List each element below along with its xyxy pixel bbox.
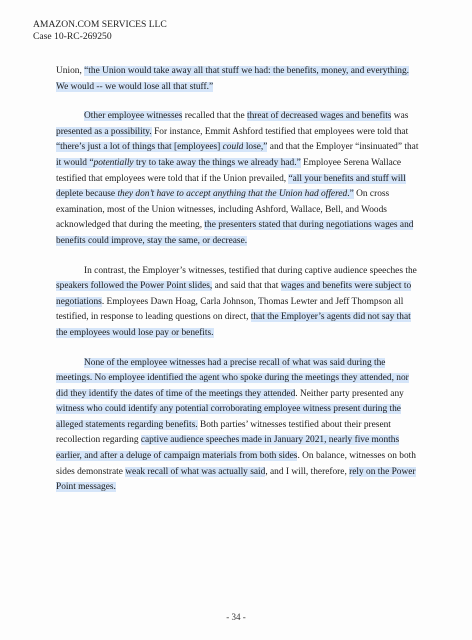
highlighted-text: “all your benefits and stuff will (288, 173, 406, 184)
document-header (33, 19, 167, 43)
text-line (56, 449, 428, 465)
text-line (56, 310, 428, 326)
text-line (56, 64, 428, 80)
highlighted-text: We would -- we would lose all that stuff.” (56, 81, 214, 92)
paragraph-gap (56, 342, 428, 356)
case-number: Case 10-RC-269250 (33, 31, 112, 42)
highlighted-text: “the Union would take away all that stuff we had: the benefits, money, and everything. (84, 66, 410, 76)
company-name: AMAZON.COM SERVICES LLC (33, 19, 167, 30)
highlighted-text: the presenters stated that during negotiations wages and (204, 220, 414, 231)
text-line (56, 109, 428, 125)
text-run: . Neither party presented any (295, 388, 404, 399)
text-line (56, 433, 428, 449)
highlighted-text: witness who could identify any potential corroborating employee witness present during the (56, 404, 401, 415)
highlighted-text: None of the employee witnesses had a precise recall of what was said during the (84, 357, 386, 368)
highlighted-text: rely on the Power (349, 466, 416, 477)
text-run: testified, in response to leading questions on direct, (56, 312, 251, 323)
text-line (56, 371, 428, 387)
text-run: examination, most of the Union witnesses, including Ashford, Wallace, Bell, and Woods (56, 204, 387, 215)
text-line (56, 387, 428, 403)
text-run: Both parties’ witnesses testified about their present (197, 419, 391, 430)
text-run: Union, (56, 66, 85, 76)
text-run: In contrast, the Employer’s witnesses, testified that during captive audience speeches the (84, 265, 417, 276)
highlighted-text: speakers followed the Power Point slides, (56, 281, 213, 292)
highlighted-text: Point messages. (56, 482, 116, 493)
highlighted-text: alleged statements regarding benefits. (56, 419, 198, 430)
highlighted-text: “there’s just a lot of things that [employees] (56, 142, 223, 153)
highlighted-text: deplete because (56, 189, 118, 200)
highlighted-text: meetings. No employee identified the agent who spoke during the meetings they attended, nor (56, 373, 409, 384)
text-run: recollection regarding (56, 435, 141, 446)
highlighted-text: negotiations (56, 296, 102, 307)
text-run: For instance, Emmit Ashford testified that employees were told that (151, 126, 409, 137)
text-line (56, 203, 428, 219)
highlighted-text: it would “ (56, 157, 94, 168)
paragraph (56, 356, 428, 496)
text-run: . On balance, witnesses on both (297, 451, 416, 462)
highlighted-text: potentially (93, 157, 134, 168)
highlighted-text: that the Employer’s agents did not say that (250, 312, 411, 323)
text-line (56, 295, 428, 311)
highlighted-text: the employees would lose pay or benefits. (56, 327, 214, 338)
text-line (56, 187, 428, 203)
text-line (56, 172, 428, 188)
text-line (56, 80, 428, 96)
text-run: and that the Employer “insinuated” that (267, 142, 419, 153)
highlighted-text: weak recall of what was actually said (125, 466, 266, 477)
text-line (56, 156, 428, 172)
highlighted-text: Other employee witnesses (84, 111, 183, 122)
text-run: sides demonstrate (56, 466, 126, 477)
text-line (56, 234, 428, 250)
paragraph-gap (56, 250, 428, 264)
highlighted-text: did they identify the dates of time of the meetings they attended (56, 388, 296, 399)
highlighted-text: captive audience speeches made in January 2021, nearly five months (140, 435, 400, 446)
text-line (56, 326, 428, 342)
highlighted-text: benefits could improve, stay the same, or decrease. (56, 235, 248, 246)
paragraph (56, 64, 428, 95)
text-run: Employee Serena Wallace (300, 157, 402, 168)
paragraph-gap (56, 95, 428, 109)
text-line (56, 279, 428, 295)
text-line (56, 264, 428, 280)
text-line (56, 356, 428, 372)
text-run: was (391, 111, 409, 122)
text-line (56, 465, 428, 481)
text-line (56, 402, 428, 418)
paragraph (56, 264, 428, 342)
paragraph (56, 109, 428, 249)
text-run: and said that that (212, 281, 281, 292)
highlighted-text: they don’t have to accept anything that the Union had offered (117, 189, 348, 200)
text-line (56, 218, 428, 234)
highlighted-text: try to take away the things we already had.” (133, 157, 301, 168)
text-run: recalled that the (182, 111, 247, 122)
text-run: testified that employees were told that if the Union prevailed, (56, 173, 289, 184)
highlighted-text: presented as a possibility. (56, 126, 152, 137)
highlighted-text: lose,” (243, 142, 268, 153)
highlighted-text: wages and benefits were subject to (280, 281, 412, 292)
text-line (56, 418, 428, 434)
text-line (56, 140, 428, 156)
document-body (56, 64, 428, 496)
highlighted-text: .” (347, 189, 354, 200)
highlighted-text: earlier, and after a deluge of campaign materials from both sides (56, 451, 298, 462)
text-run: , and I will, therefore, (265, 466, 350, 477)
text-run: . Employees Dawn Hoag, Carla Johnson, Thomas Lewter and Jeff Thompson all (101, 296, 404, 307)
text-line (56, 480, 428, 496)
text-run: acknowledged that during the meeting, (56, 220, 205, 231)
highlighted-text: threat of decreased wages and benefits (246, 111, 392, 122)
text-run: On cross (353, 189, 390, 200)
page-number: - 34 - (226, 612, 246, 622)
text-line (56, 125, 428, 141)
highlighted-text: could (222, 142, 244, 153)
